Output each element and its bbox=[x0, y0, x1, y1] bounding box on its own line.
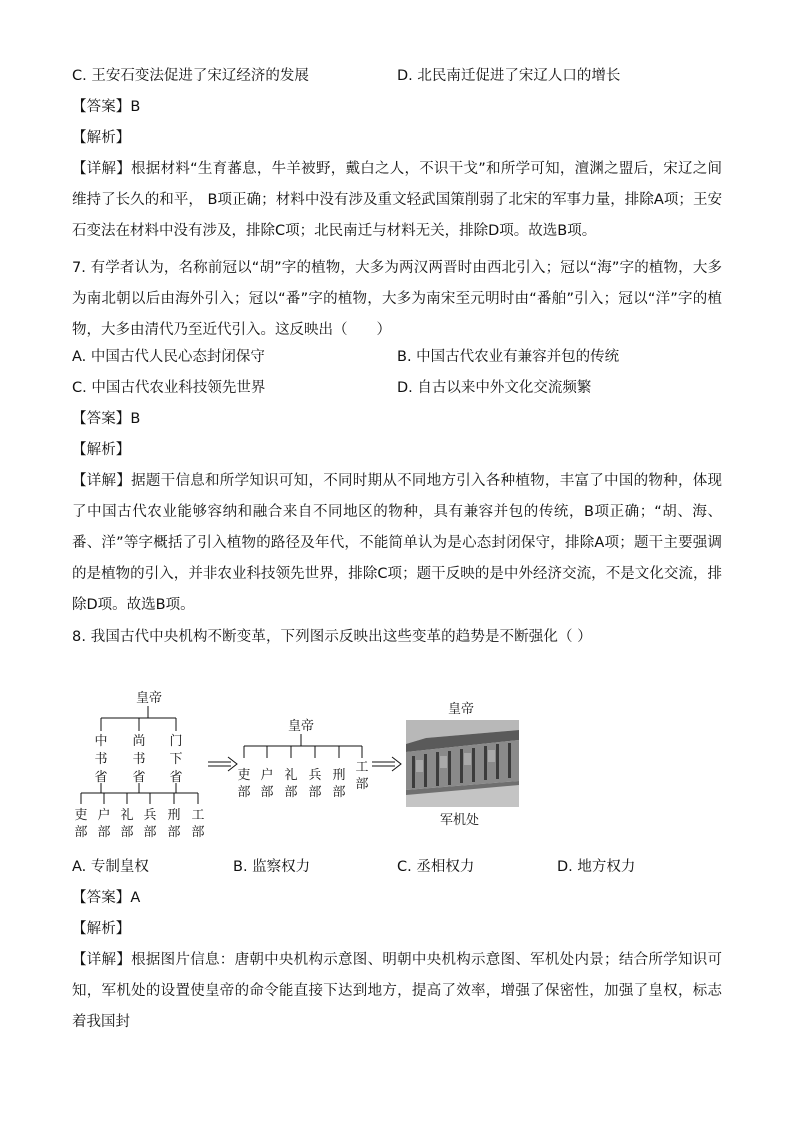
tang-provinces bbox=[94, 733, 182, 785]
tang-emperor-label: 皇帝 bbox=[136, 691, 163, 706]
q8-answer: 【答案】A bbox=[72, 890, 141, 906]
svg-text:省: 省 bbox=[132, 770, 146, 785]
q6-detail: 【详解】根据材料“生育蕃息，牛羊被野，戴白之人，不识干戈”和所学可知，澶渊之盟后，宋辽之间维持了长久的和平， B项正确；材料中没有涉及重文轻武国策削弱了北宋的军事力量，排除A项；王安石变法在材料中没有涉及，排除C项；北民南迁与材料无关，排除D项。故选B项。 bbox=[72, 161, 722, 239]
svg-text:吏: 吏 bbox=[74, 808, 88, 823]
q6-answer: 【答案】B bbox=[72, 99, 141, 115]
svg-text:书: 书 bbox=[94, 752, 108, 767]
arrow-icon bbox=[372, 757, 401, 771]
q8-option-b: B. 监察权力 bbox=[233, 859, 311, 875]
svg-text:部: 部 bbox=[97, 825, 111, 840]
svg-text:书: 书 bbox=[132, 752, 146, 767]
q6-option-c: C. 王安石变法促进了宋辽经济的发展 bbox=[72, 68, 309, 84]
q7-option-c: C. 中国古代农业科技领先世界 bbox=[72, 380, 266, 396]
svg-text:部: 部 bbox=[167, 825, 181, 840]
svg-text:户: 户 bbox=[260, 768, 274, 783]
svg-text:刑: 刑 bbox=[332, 768, 346, 783]
ming-emperor-label: 皇帝 bbox=[288, 719, 315, 734]
q8-option-d: D. 地方权力 bbox=[557, 859, 636, 875]
q7-detail: 【详解】据题干信息和所学知识可知，不同时期从不同地方引入各种植物，丰富了中国的物种，体现了中国古代农业能够容纳和融合来自不同地区的物种，具有兼容并包的传统，B项正确；“胡、海、番、洋”等字概括了引入植物的路径及年代，不能简单认为是心态封闭保守，排除A项；题干主要强调的是植物的引入，并非农业科技领先世界，排除C项；题干反映的是中外经济交流，不是文化交流，排除D项。故选B项。 bbox=[72, 473, 722, 613]
svg-text:部: 部 bbox=[74, 825, 88, 840]
q6-analysis-label: 【解析】 bbox=[72, 130, 131, 146]
tang-province bbox=[94, 733, 107, 785]
svg-text:吏: 吏 bbox=[237, 768, 251, 783]
svg-text:部: 部 bbox=[120, 825, 134, 840]
tang-ministries bbox=[74, 807, 204, 840]
svg-text:部: 部 bbox=[308, 785, 322, 800]
photo-caption: 军机处 bbox=[440, 813, 480, 828]
tang-ministry bbox=[143, 808, 156, 840]
tang-ministry bbox=[167, 808, 180, 840]
svg-text:省: 省 bbox=[169, 770, 183, 785]
svg-text:礼: 礼 bbox=[120, 808, 134, 823]
q8-option-c: C. 丞相权力 bbox=[397, 859, 475, 875]
tang-ministry bbox=[74, 807, 87, 840]
svg-text:兵: 兵 bbox=[143, 808, 157, 823]
svg-text:门: 门 bbox=[169, 734, 183, 749]
svg-text:部: 部 bbox=[237, 785, 251, 800]
svg-text:尚: 尚 bbox=[132, 734, 146, 749]
tang-province bbox=[132, 733, 145, 785]
ming-ministry bbox=[332, 768, 345, 800]
svg-text:部: 部 bbox=[191, 825, 205, 840]
q8-option-a: A. 专制皇权 bbox=[72, 859, 149, 875]
svg-text:工: 工 bbox=[191, 808, 205, 823]
svg-text:中: 中 bbox=[94, 734, 108, 749]
svg-text:部: 部 bbox=[143, 825, 157, 840]
qing-emperor-label: 皇帝 bbox=[448, 702, 475, 717]
svg-text:礼: 礼 bbox=[284, 768, 298, 783]
q8-detail: 【详解】根据图片信息：唐朝中央机构示意图、明朝中央机构示意图、军机处内景；结合所学知识可知，军机处的设置使皇帝的命令能直接下达到地方，提高了效率，增强了保密性，加强了皇权，标志着我国封 bbox=[72, 952, 722, 1030]
q7-option-b: B. 中国古代农业有兼容并包的传统 bbox=[397, 349, 620, 365]
ming-ministry bbox=[237, 767, 250, 800]
svg-text:刑: 刑 bbox=[167, 808, 181, 823]
central-institutions-diagram bbox=[66, 686, 536, 846]
svg-text:兵: 兵 bbox=[308, 768, 322, 783]
q7-option-d: D. 自古以来中外文化交流频繁 bbox=[397, 380, 592, 396]
ming-ministries bbox=[237, 760, 368, 800]
svg-text:部: 部 bbox=[332, 785, 346, 800]
svg-text:部: 部 bbox=[284, 785, 298, 800]
svg-text:部: 部 bbox=[260, 785, 274, 800]
tang-ministry bbox=[191, 808, 204, 840]
svg-text:户: 户 bbox=[97, 808, 111, 823]
ming-ministry bbox=[355, 760, 368, 792]
svg-text:下: 下 bbox=[169, 752, 183, 767]
q7-answer: 【答案】B bbox=[72, 411, 141, 427]
grand-council-photo bbox=[406, 720, 519, 807]
tang-ministry bbox=[120, 808, 133, 840]
svg-text:工: 工 bbox=[355, 760, 369, 775]
q8-stem: 8. 我国古代中央机构不断变革，下列图示反映出这些变革的趋势是不断强化（ ） bbox=[72, 629, 592, 645]
tang-ministry bbox=[97, 808, 110, 840]
q6-option-d: D. 北民南迁促进了宋辽人口的增长 bbox=[397, 68, 621, 84]
q7-stem: 7. 有学者认为，名称前冠以“胡”字的植物，大多为两汉两晋时由西北引入；冠以“海”字的植物，大多为南北朝以后由海外引入；冠以“番”字的植物，大多为南宋至元明时由“番舶”引入；冠以“洋”字的植物，大多由清代乃至近代引入。这反映出（ ） bbox=[72, 260, 722, 338]
q7-analysis-label: 【解析】 bbox=[72, 442, 131, 458]
ming-ministry bbox=[260, 768, 273, 800]
ming-ministry bbox=[284, 768, 297, 800]
q8-analysis-label: 【解析】 bbox=[72, 921, 131, 937]
svg-text:省: 省 bbox=[94, 770, 108, 785]
q7-option-a: A. 中国古代人民心态封闭保守 bbox=[72, 349, 265, 365]
svg-text:部: 部 bbox=[355, 777, 369, 792]
arrow-icon bbox=[208, 757, 237, 771]
ming-ministry bbox=[308, 768, 321, 800]
tang-province bbox=[169, 734, 182, 785]
